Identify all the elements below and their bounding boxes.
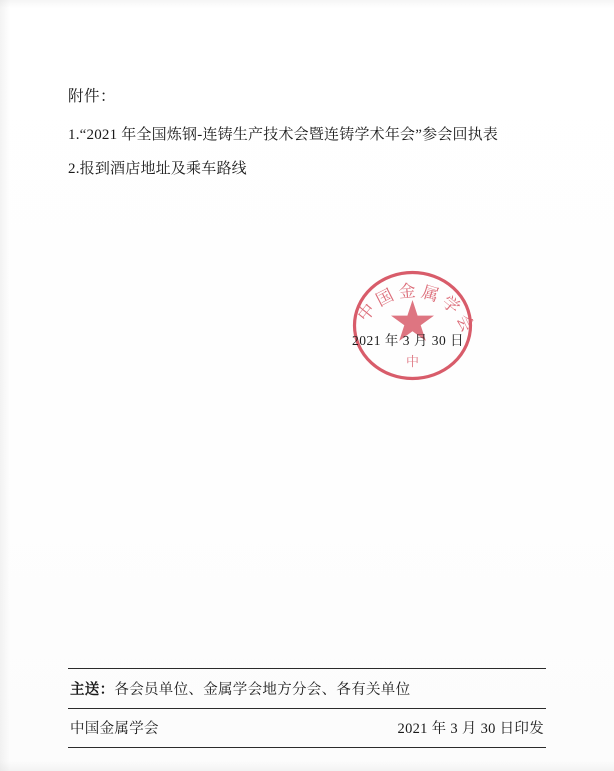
seal-date-line: 2021 年 3 月 30 日 [352,333,465,348]
svg-text:中 国 金 属 学 会: 中 国 金 属 学 会 [353,281,478,336]
footer-distribution-label: 主送： [70,682,115,698]
footer-rule-bottom [68,747,546,748]
svg-text:中: 中 [405,354,420,369]
footer-issuer-row [68,709,546,747]
footer-distribution-text: 各会员单位、金属学会地方分会、各有关单位 [114,682,411,698]
footer-issuer: 中国金属学会 [70,721,159,737]
attachment-item-1: 1.“2021 年全国炼钢-连铸生产技术会暨连铸学术年会”参会回执表 [68,127,499,143]
document-footer [68,668,546,748]
scan-edge-bottom [0,761,614,771]
footer-distribution-row [68,669,546,708]
official-seal [337,260,488,391]
footer-issue-date: 2021 年 3 月 30 日印发 [397,721,544,737]
scan-edge-top [0,0,614,8]
scan-edge-left [0,0,10,771]
attachment-list [68,82,548,186]
attachment-item-2: 2.报到酒店地址及乘车路线 [68,161,247,177]
attachment-heading: 附件： [68,88,117,105]
